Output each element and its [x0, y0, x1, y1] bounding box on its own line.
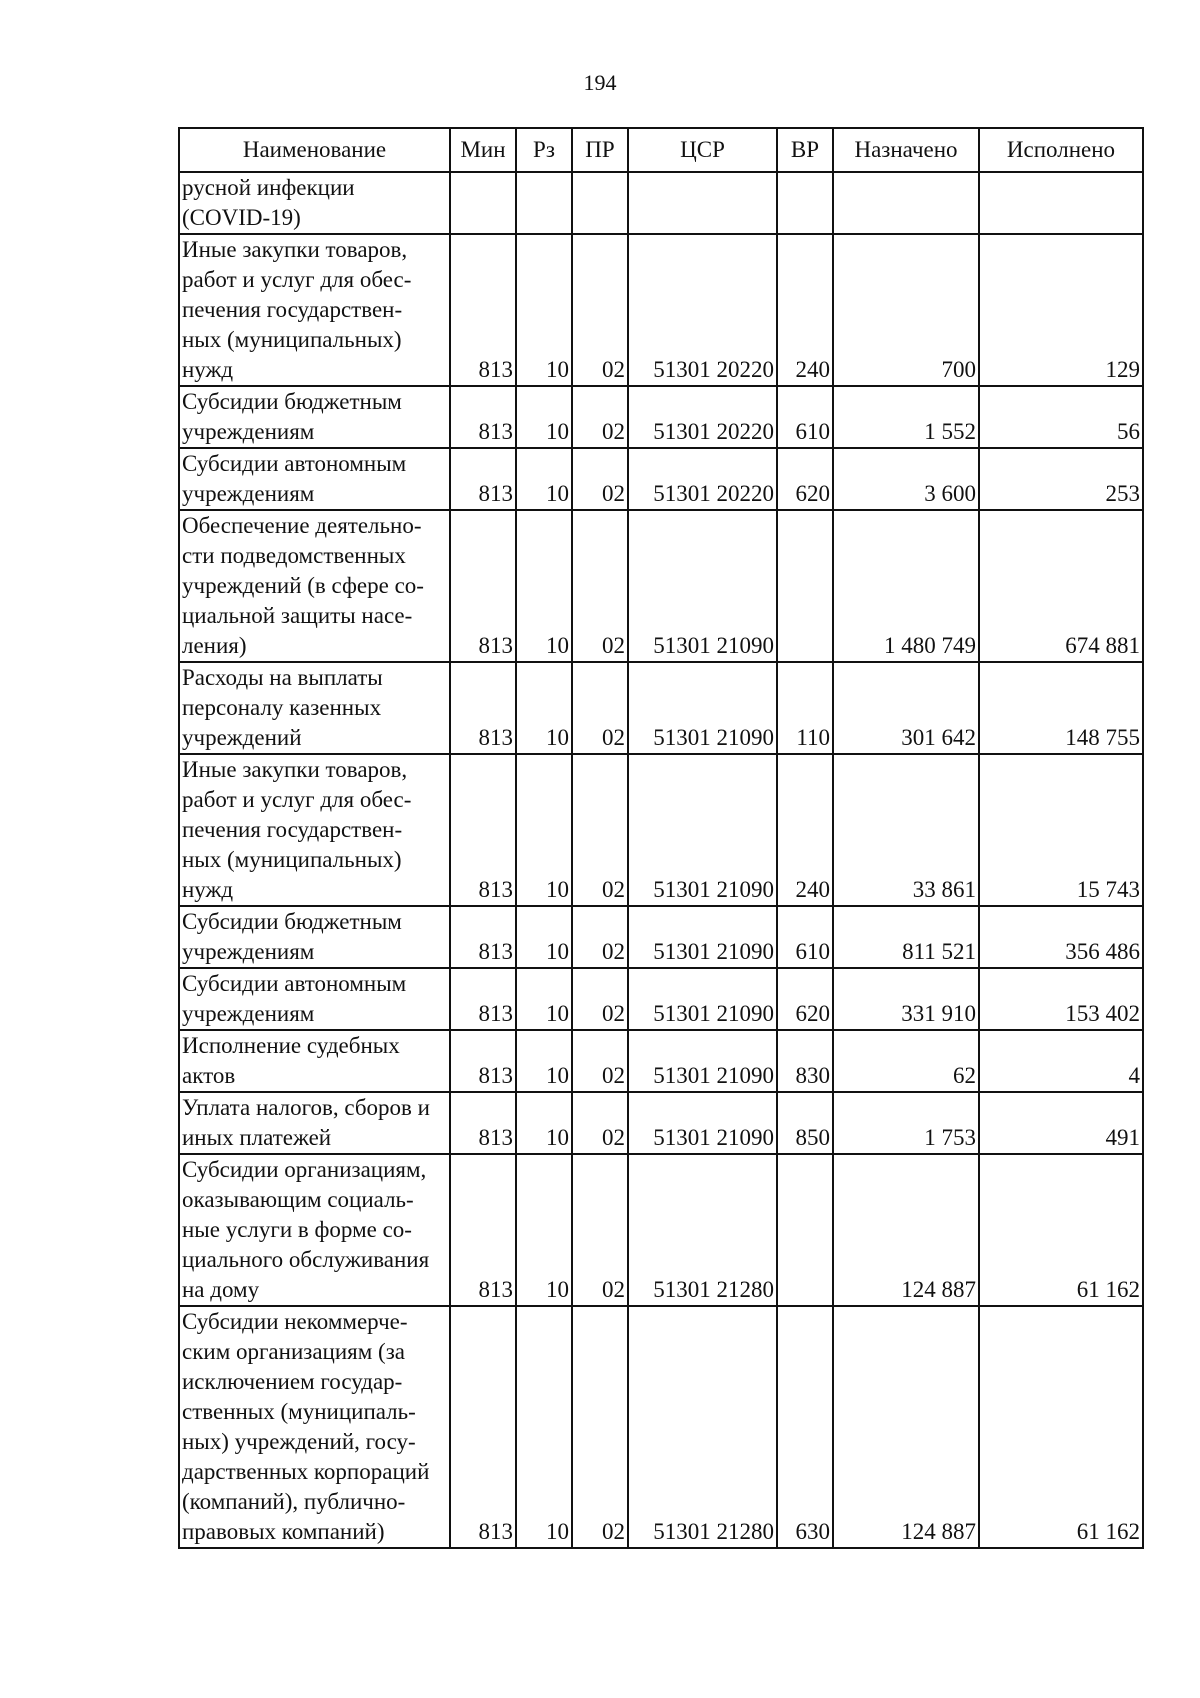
cell-rz: 10: [516, 662, 572, 754]
cell-name: Иные закупки товаров, работ и услуг для обес- печения государствен- ных (муниципальных) нужд: [179, 754, 450, 906]
table-row: [179, 386, 1143, 448]
cell-rz: 10: [516, 906, 572, 968]
cell-min: 813: [450, 510, 516, 662]
header-min: Мин: [450, 128, 516, 172]
cell-assigned: 124 887: [833, 1306, 979, 1548]
cell-executed: 61 162: [979, 1154, 1143, 1306]
cell-pr: 02: [572, 510, 628, 662]
cell-min: 813: [450, 1092, 516, 1154]
page-number: 194: [583, 70, 617, 95]
cell-name: Субсидии автономным учреждениям: [179, 448, 450, 510]
cell-assigned: 700: [833, 234, 979, 386]
header-assigned: Назначено: [833, 128, 979, 172]
cell-name: Уплата налогов, сборов и иных платежей: [179, 1092, 450, 1154]
cell-csr: 51301 21090: [628, 1030, 777, 1092]
table-row: [179, 968, 1143, 1030]
cell-pr: [572, 172, 628, 234]
cell-min: 813: [450, 386, 516, 448]
cell-name: Исполнение судебных актов: [179, 1030, 450, 1092]
cell-rz: [516, 172, 572, 234]
cell-vr: [777, 510, 833, 662]
cell-executed: 15 743: [979, 754, 1143, 906]
cell-rz: 10: [516, 386, 572, 448]
cell-assigned: 811 521: [833, 906, 979, 968]
cell-executed: 56: [979, 386, 1143, 448]
cell-vr: 610: [777, 386, 833, 448]
cell-name: Субсидии бюджетным учреждениям: [179, 386, 450, 448]
cell-min: 813: [450, 1030, 516, 1092]
table-row: [179, 906, 1143, 968]
cell-csr: 51301 21090: [628, 510, 777, 662]
cell-pr: 02: [572, 1154, 628, 1306]
cell-pr: 02: [572, 754, 628, 906]
cell-csr: [628, 172, 777, 234]
cell-pr: 02: [572, 906, 628, 968]
cell-executed: [979, 172, 1143, 234]
cell-csr: 51301 21280: [628, 1306, 777, 1548]
table-row: [179, 754, 1143, 906]
budget-table: [178, 127, 1144, 1549]
table-row: [179, 1030, 1143, 1092]
cell-vr: [777, 172, 833, 234]
cell-assigned: 1 753: [833, 1092, 979, 1154]
table-row: [179, 448, 1143, 510]
cell-executed: 674 881: [979, 510, 1143, 662]
table-row: [179, 1154, 1143, 1306]
cell-executed: 4: [979, 1030, 1143, 1092]
cell-name: Обеспечение деятельно- сти подведомственных учреждений (в сфере со- циальной защиты насе- ления): [179, 510, 450, 662]
table-row: [179, 662, 1143, 754]
cell-pr: 02: [572, 448, 628, 510]
cell-vr: [777, 1154, 833, 1306]
cell-csr: 51301 21090: [628, 968, 777, 1030]
cell-assigned: 124 887: [833, 1154, 979, 1306]
header-vr: ВР: [777, 128, 833, 172]
header-csr: ЦСР: [628, 128, 777, 172]
cell-min: 813: [450, 662, 516, 754]
header-name: Наименование: [179, 128, 450, 172]
cell-csr: 51301 20220: [628, 448, 777, 510]
cell-min: [450, 172, 516, 234]
cell-vr: 620: [777, 448, 833, 510]
cell-executed: 129: [979, 234, 1143, 386]
table-header-row: [179, 128, 1143, 172]
cell-assigned: 301 642: [833, 662, 979, 754]
cell-rz: 10: [516, 1030, 572, 1092]
cell-vr: 850: [777, 1092, 833, 1154]
cell-csr: 51301 20220: [628, 386, 777, 448]
cell-pr: 02: [572, 234, 628, 386]
cell-vr: 610: [777, 906, 833, 968]
cell-min: 813: [450, 234, 516, 386]
cell-assigned: 331 910: [833, 968, 979, 1030]
cell-assigned: [833, 172, 979, 234]
cell-rz: 10: [516, 1092, 572, 1154]
cell-pr: 02: [572, 386, 628, 448]
cell-rz: 10: [516, 234, 572, 386]
cell-rz: 10: [516, 1306, 572, 1548]
cell-vr: 620: [777, 968, 833, 1030]
cell-name: русной инфекции (COVID-19): [179, 172, 450, 234]
cell-executed: 61 162: [979, 1306, 1143, 1548]
cell-assigned: 62: [833, 1030, 979, 1092]
cell-assigned: 3 600: [833, 448, 979, 510]
cell-min: 813: [450, 906, 516, 968]
cell-vr: 630: [777, 1306, 833, 1548]
cell-pr: 02: [572, 662, 628, 754]
header-rz: Рз: [516, 128, 572, 172]
cell-rz: 10: [516, 510, 572, 662]
cell-min: 813: [450, 1154, 516, 1306]
cell-csr: 51301 21090: [628, 1092, 777, 1154]
cell-name: Субсидии бюджетным учреждениям: [179, 906, 450, 968]
cell-pr: 02: [572, 968, 628, 1030]
cell-name: Субсидии автономным учреждениям: [179, 968, 450, 1030]
cell-assigned: 1 480 749: [833, 510, 979, 662]
header-executed: Исполнено: [979, 128, 1143, 172]
cell-name: Субсидии организациям, оказывающим социаль- ные услуги в форме со- циального обслуживания на дому: [179, 1154, 450, 1306]
cell-executed: 148 755: [979, 662, 1143, 754]
cell-csr: 51301 21090: [628, 662, 777, 754]
cell-vr: 240: [777, 754, 833, 906]
cell-pr: 02: [572, 1030, 628, 1092]
header-pr: ПР: [572, 128, 628, 172]
cell-vr: 240: [777, 234, 833, 386]
cell-name: Субсидии некоммерче- ским организациям (за исключением государ- ственных (муниципаль- ных) учреждений, госу- дарственных корпораций (компаний), публично- правовых компаний): [179, 1306, 450, 1548]
cell-csr: 51301 21090: [628, 754, 777, 906]
cell-rz: 10: [516, 754, 572, 906]
cell-name: Иные закупки товаров, работ и услуг для обес- печения государствен- ных (муниципальных) нужд: [179, 234, 450, 386]
cell-pr: 02: [572, 1306, 628, 1548]
cell-name: Расходы на выплаты персоналу казенных учреждений: [179, 662, 450, 754]
cell-rz: 10: [516, 968, 572, 1030]
cell-executed: 153 402: [979, 968, 1143, 1030]
cell-min: 813: [450, 448, 516, 510]
cell-assigned: 33 861: [833, 754, 979, 906]
cell-vr: 110: [777, 662, 833, 754]
table-body: [179, 172, 1143, 1548]
cell-min: 813: [450, 1306, 516, 1548]
cell-min: 813: [450, 754, 516, 906]
cell-pr: 02: [572, 1092, 628, 1154]
table-row: [179, 510, 1143, 662]
cell-rz: 10: [516, 448, 572, 510]
cell-csr: 51301 21090: [628, 906, 777, 968]
cell-executed: 356 486: [979, 906, 1143, 968]
cell-csr: 51301 21280: [628, 1154, 777, 1306]
cell-vr: 830: [777, 1030, 833, 1092]
table-row: [179, 234, 1143, 386]
cell-min: 813: [450, 968, 516, 1030]
table-row: [179, 172, 1143, 234]
cell-rz: 10: [516, 1154, 572, 1306]
cell-executed: 253: [979, 448, 1143, 510]
cell-executed: 491: [979, 1092, 1143, 1154]
cell-csr: 51301 20220: [628, 234, 777, 386]
cell-assigned: 1 552: [833, 386, 979, 448]
table-row: [179, 1092, 1143, 1154]
table-row: [179, 1306, 1143, 1548]
